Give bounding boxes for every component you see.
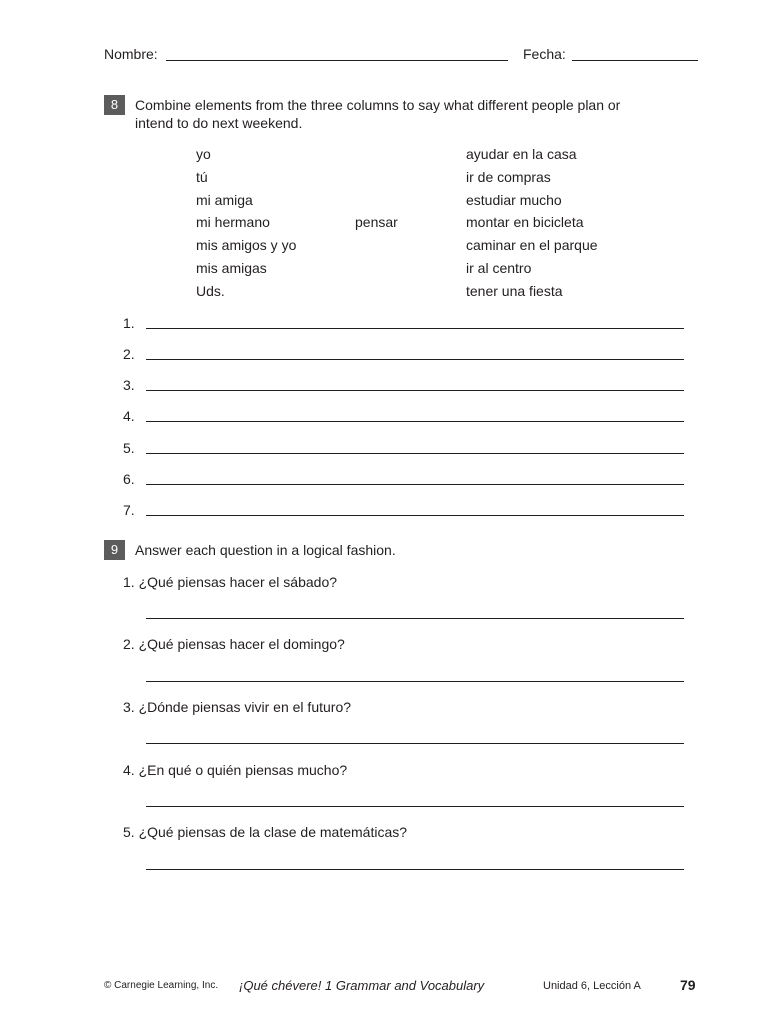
- question-text: 5. ¿Qué piensas de la clase de matemáticas?: [123, 824, 408, 840]
- subject-item: mis amigos y yo: [196, 237, 297, 253]
- question-text: 2. ¿Qué piensas hacer el domingo?: [123, 636, 345, 652]
- name-field[interactable]: [166, 60, 508, 61]
- verb-item: pensar: [355, 214, 398, 230]
- answer-line[interactable]: [146, 328, 684, 329]
- answer-line[interactable]: [146, 869, 684, 870]
- activity-item: ir de compras: [466, 169, 551, 185]
- answer-line[interactable]: [146, 421, 684, 422]
- answer-line[interactable]: [146, 515, 684, 516]
- answer-line[interactable]: [146, 484, 684, 485]
- answer-number: 6.: [123, 471, 135, 487]
- subject-item: yo: [196, 146, 211, 162]
- subject-item: tú: [196, 169, 208, 185]
- subject-item: mi hermano: [196, 214, 270, 230]
- answer-number: 7.: [123, 502, 135, 518]
- answer-line[interactable]: [146, 743, 684, 744]
- answer-line[interactable]: [146, 681, 684, 682]
- answer-line[interactable]: [146, 806, 684, 807]
- subject-item: mis amigas: [196, 260, 267, 276]
- answer-line[interactable]: [146, 453, 684, 454]
- name-label: Nombre:: [104, 46, 158, 62]
- activity-item: estudiar mucho: [466, 192, 562, 208]
- exercise-8-instruction: Combine elements from the three columns to say what different people plan or intend to do next weekend.: [135, 97, 621, 131]
- answer-number: 5.: [123, 440, 135, 456]
- activity-item: montar en bicicleta: [466, 214, 584, 230]
- question-text: 3. ¿Dónde piensas vivir en el futuro?: [123, 699, 352, 715]
- footer-book-title: ¡Qué chévere! 1 Grammar and Vocabulary: [239, 978, 485, 993]
- answer-number: 3.: [123, 377, 135, 393]
- activity-item: ayudar en la casa: [466, 146, 577, 162]
- activity-item: ir al centro: [466, 260, 532, 276]
- exercise-9-number: 9: [104, 540, 125, 560]
- activity-item: caminar en el parque: [466, 237, 598, 253]
- page-number: 79: [680, 977, 696, 993]
- exercise-8-number: 8: [104, 95, 125, 115]
- activity-item: tener una fiesta: [466, 283, 563, 299]
- answer-line[interactable]: [146, 618, 684, 619]
- subject-item: mi amiga: [196, 192, 253, 208]
- answer-number: 2.: [123, 346, 135, 362]
- answer-line[interactable]: [146, 390, 684, 391]
- answer-number: 4.: [123, 408, 135, 424]
- question-text: 4. ¿En qué o quién piensas mucho?: [123, 762, 348, 778]
- date-label: Fecha:: [523, 46, 566, 62]
- answer-number: 1.: [123, 315, 135, 331]
- subject-item: Uds.: [196, 283, 225, 299]
- exercise-9-instruction: Answer each question in a logical fashion.: [135, 542, 396, 558]
- answer-line[interactable]: [146, 359, 684, 360]
- date-field[interactable]: [572, 60, 698, 61]
- question-text: 1. ¿Qué piensas hacer el sábado?: [123, 574, 338, 590]
- footer-copyright: © Carnegie Learning, Inc.: [104, 980, 219, 991]
- footer-unit: Unidad 6, Lección A: [543, 980, 641, 992]
